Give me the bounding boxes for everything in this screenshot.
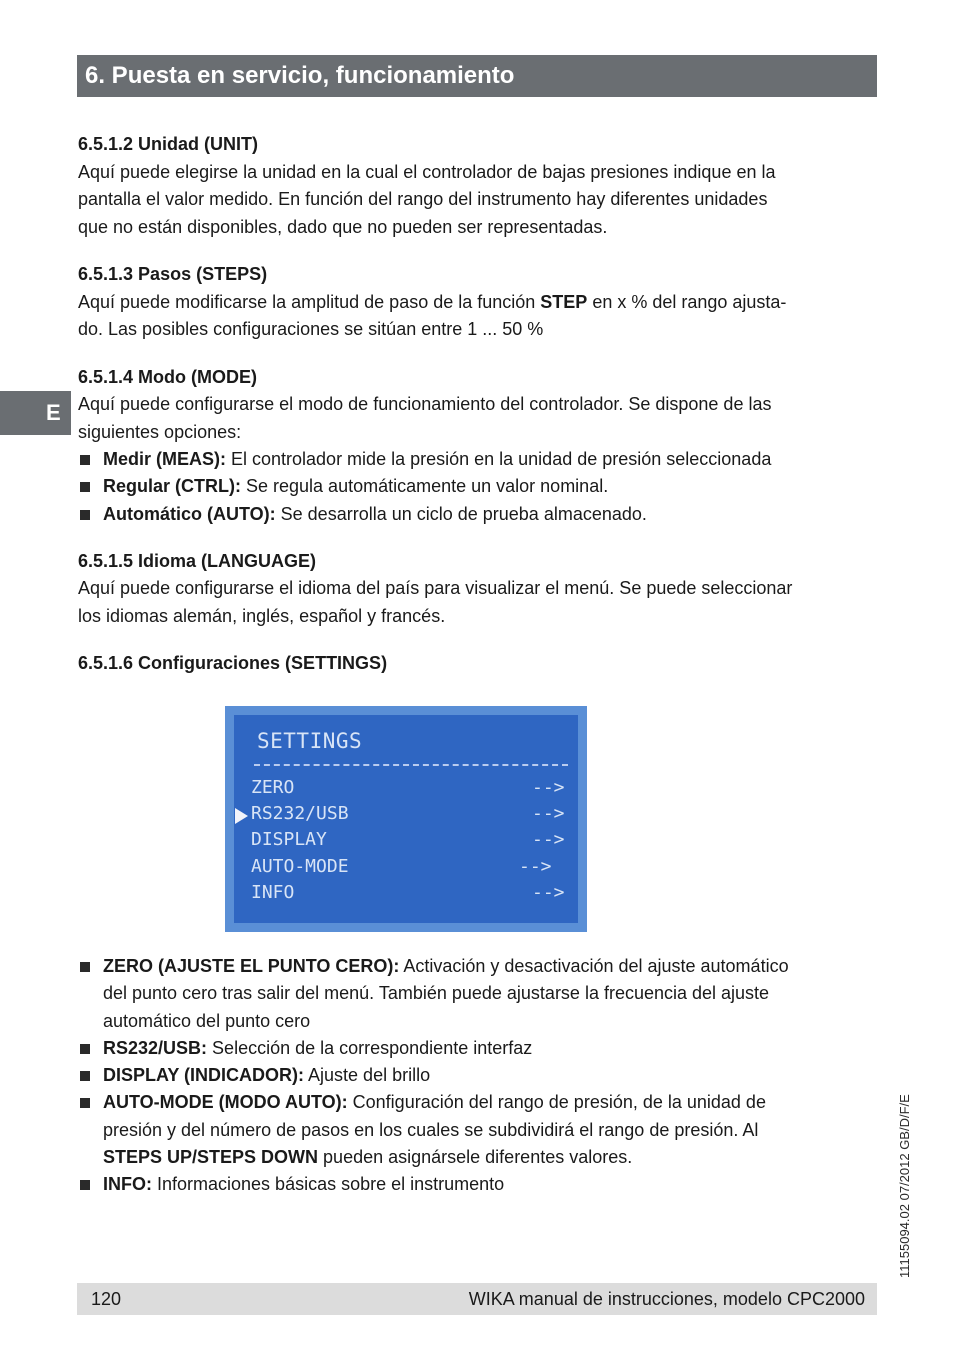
option-label: AUTO-MODE (MODO AUTO): (103, 1092, 348, 1113)
menu-item-label: ZERO (251, 777, 295, 798)
bullet-square-icon (80, 1098, 90, 1108)
paragraph-line: que no están disponibles, dado que no pueden ser representadas. (78, 216, 608, 237)
paragraph-line: Aquí puede elegirse la unidad en la cual el controlador de bajas presiones indique en la (78, 161, 776, 182)
menu-item-label: DISPLAY (251, 829, 327, 850)
language-tab-letter: E (46, 400, 61, 425)
paragraph-line: pantalla el valor medido. En función del rango del instrumento hay diferentes unidades (78, 189, 768, 209)
selection-cursor-icon (235, 808, 248, 824)
section-unit (78, 131, 878, 241)
settings-screen-image (225, 706, 587, 932)
paragraph-line: los idiomas alemán, inglés, español y francés. (78, 605, 446, 626)
option-text: Ajuste del brillo (304, 1065, 431, 1086)
mode-options-list (78, 446, 878, 528)
language-tab (0, 391, 71, 435)
option-text: del punto cero tras salir del menú. También puede ajustarse la frecuencia del ajuste (103, 983, 770, 1004)
option-label: RS232/USB: (103, 1037, 208, 1058)
option-label: ZERO (AJUSTE EL PUNTO CERO): (103, 956, 400, 976)
bullet-square-icon (80, 1180, 90, 1190)
screen-menu-item-info (251, 882, 571, 908)
bullet-square-icon (80, 962, 90, 972)
menu-item-label: RS232/USB (251, 803, 349, 824)
page-content (78, 131, 878, 678)
arrow-right-icon: --> (532, 829, 565, 850)
section-heading-settings: 6.5.1.6 Configuraciones (SETTINGS) (78, 653, 388, 674)
bullet-square-icon (80, 482, 90, 492)
paragraph-line (78, 289, 878, 317)
chapter-title: 6. Puesta en servicio, funcionamiento (85, 62, 515, 89)
menu-item-label: AUTO-MODE (251, 856, 349, 877)
paragraph-line: siguientes opciones: (78, 421, 242, 442)
option-text: El controlador mide la presión en la unidad de presión seleccionada (226, 449, 772, 469)
list-item (78, 953, 878, 1035)
steps-keyword: STEPS UP/STEPS DOWN (103, 1147, 319, 1168)
option-text: Activación y desactivación del ajuste automático (399, 956, 789, 976)
option-text: automático del punto cero (103, 1010, 311, 1031)
option-text: Se desarrolla un ciclo de prueba almacenado. (275, 503, 647, 524)
option-text: presión y del número de pasos en los cuales se subdividirá el rango de presión. Al (103, 1119, 759, 1140)
screen-title: SETTINGS (257, 729, 363, 753)
option-text: Informaciones básicas sobre el instrumento (152, 1174, 505, 1195)
menu-item-label: INFO (251, 882, 295, 903)
section-mode (78, 364, 878, 528)
list-item (78, 1062, 878, 1089)
step-keyword: STEP (540, 291, 588, 312)
document-code: 11155094.02 07/2012 GB/D/F/E (897, 1094, 912, 1278)
screen-divider (254, 764, 568, 766)
footer-title: WIKA manual de instrucciones, modelo CPC2000 (468, 1289, 865, 1309)
paragraph-line: do. Las posibles configuraciones se sitúan entre 1 ... 50 % (78, 319, 544, 339)
option-label: INFO: (103, 1174, 152, 1195)
paragraph-text: en x % del rango ajusta- (587, 291, 787, 312)
chapter-header (77, 55, 877, 97)
screen-menu-item-rs232 (251, 803, 571, 829)
option-text: Configuración del rango de presión, de la unidad de (347, 1092, 766, 1113)
option-label: Medir (MEAS): (103, 449, 226, 469)
paragraph-text: Aquí puede modificarse la amplitud de paso de la función (78, 291, 541, 312)
screen-menu-item-automode (251, 856, 571, 882)
page-footer (77, 1283, 877, 1315)
section-settings (78, 650, 878, 678)
section-heading-language: 6.5.1.5 Idioma (LANGUAGE) (78, 550, 317, 571)
list-item (78, 1035, 878, 1062)
section-heading-steps: 6.5.1.3 Pasos (STEPS) (78, 264, 268, 284)
section-heading-unit: 6.5.1.2 Unidad (UNIT) (78, 134, 259, 154)
arrow-right-icon: --> (532, 803, 565, 824)
list-item (78, 1089, 878, 1171)
arrow-right-icon: --> (532, 882, 565, 903)
section-steps (78, 261, 878, 344)
paragraph-line: Aquí puede configurarse el modo de funcionamiento del controlador. Se dispone de las (78, 394, 772, 414)
option-label: Automático (AUTO): (103, 503, 276, 524)
section-heading-mode: 6.5.1.4 Modo (MODE) (78, 366, 258, 387)
option-text: pueden asignársele diferentes valores. (318, 1147, 633, 1168)
bullet-square-icon (80, 455, 90, 465)
settings-screen-display (234, 715, 578, 923)
screen-menu-item-zero (251, 777, 571, 803)
page-number: 120 (91, 1289, 122, 1309)
bullet-square-icon (80, 510, 90, 520)
list-item (78, 1171, 878, 1198)
section-language (78, 548, 878, 631)
screen-menu-item-display (251, 829, 571, 855)
list-item (78, 473, 878, 500)
settings-description (78, 953, 878, 1199)
list-item (78, 446, 878, 473)
option-text: Se regula automáticamente un valor nominal. (241, 476, 609, 497)
option-label: Regular (CTRL): (103, 476, 241, 497)
arrow-right-icon: --> (532, 777, 565, 798)
list-item (78, 501, 878, 528)
option-label: DISPLAY (INDICADOR): (103, 1065, 305, 1086)
option-text: Selección de la correspondiente interfaz (207, 1037, 533, 1058)
bullet-square-icon (80, 1071, 90, 1081)
settings-options-list (78, 953, 878, 1199)
arrow-right-icon: --> (519, 856, 552, 877)
bullet-square-icon (80, 1044, 90, 1054)
paragraph-line: Aquí puede configurarse el idioma del país para visualizar el menú. Se puede seleccionar (78, 578, 793, 599)
